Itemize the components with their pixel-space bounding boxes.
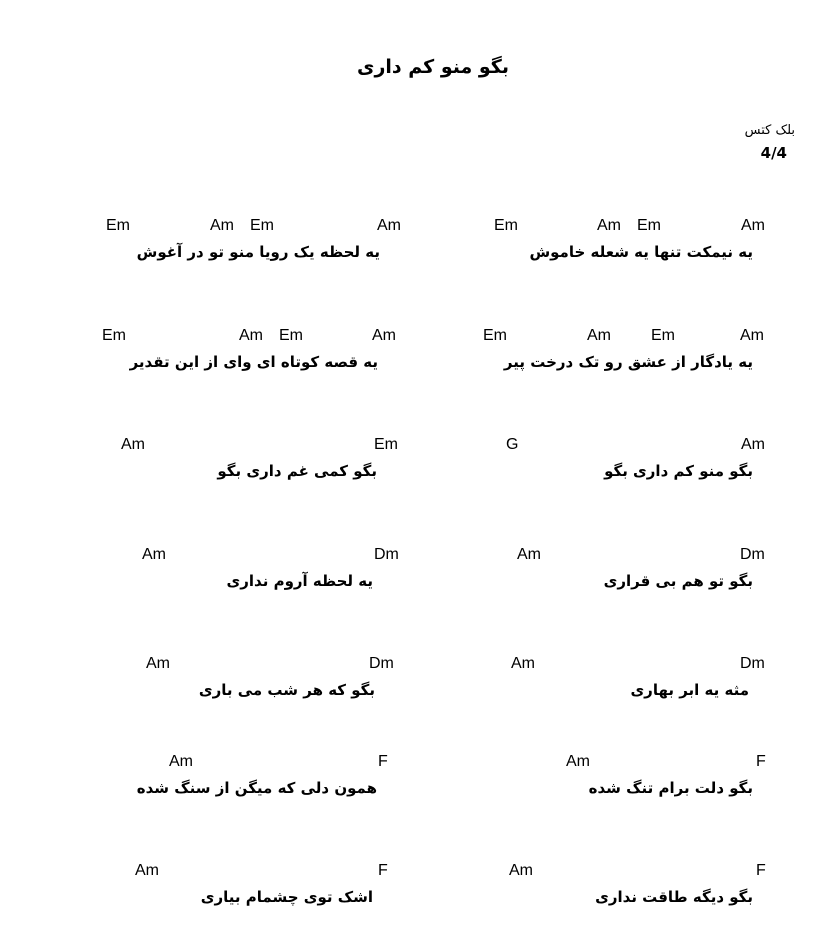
lyric-line: یه یادگار از عشق رو تک درخت پیر [503, 353, 753, 371]
chord: Am [509, 862, 533, 879]
chord: Am [142, 546, 166, 563]
lyric-line: اشک توی چشمام بیاری [200, 888, 373, 906]
lyric-line: یه لحظه آروم نداری [226, 572, 373, 590]
chord: F [378, 753, 388, 770]
chord: Am [121, 436, 145, 453]
chord: Em [374, 436, 398, 453]
artist-name: بلک کتس [744, 123, 795, 138]
chord: Am [587, 327, 611, 344]
lyric-line: بگو کمی غم داری بگو [217, 462, 377, 480]
chord: Am [377, 217, 401, 234]
chord: Dm [740, 546, 765, 563]
lyric-line: همون دلی که میگن از سنگ شده [136, 779, 377, 797]
chord: Am [210, 217, 234, 234]
chord: Am [511, 655, 535, 672]
chord: Em [102, 327, 126, 344]
chord: F [756, 862, 766, 879]
chord: Am [741, 436, 765, 453]
chord: Am [566, 753, 590, 770]
lyric-line: بگو که هر شب می باری [198, 681, 375, 699]
chord: Em [279, 327, 303, 344]
chord: G [506, 436, 519, 453]
time-signature: 4/4 [760, 144, 787, 162]
chord: Em [494, 217, 518, 234]
chord: Am [169, 753, 193, 770]
chord: Am [239, 327, 263, 344]
chord: Am [597, 217, 621, 234]
chord: Dm [369, 655, 394, 672]
chord: F [756, 753, 766, 770]
chord: Am [517, 546, 541, 563]
chord: Em [483, 327, 507, 344]
lyric-line: بگو منو کم داری بگو [604, 462, 753, 480]
chord: Am [740, 327, 764, 344]
lyric-line: یه لحظه یک رویا منو تو در آغوش [136, 243, 380, 261]
chord: F [378, 862, 388, 879]
lyric-line: یه نیمکت تنها یه شعله خاموش [529, 243, 753, 261]
chord: Em [651, 327, 675, 344]
chord: Em [637, 217, 661, 234]
lyric-line: بگو دیگه طاقت نداری [595, 888, 753, 906]
lyric-line: یه قصه کوتاه ای وای از این تقدیر [129, 353, 378, 371]
lyric-line: بگو دلت برام تنگ شده [588, 779, 753, 797]
chord: Am [146, 655, 170, 672]
song-title: بگو منو کم داری [357, 56, 509, 78]
chord: Am [372, 327, 396, 344]
lyric-line: بگو تو هم بی قراری [603, 572, 753, 590]
chord: Dm [374, 546, 399, 563]
chord: Em [106, 217, 130, 234]
chord: Em [250, 217, 274, 234]
chord: Am [135, 862, 159, 879]
lyric-line: مثه یه ابر بهاری [630, 681, 749, 699]
chord: Am [741, 217, 765, 234]
chord: Dm [740, 655, 765, 672]
